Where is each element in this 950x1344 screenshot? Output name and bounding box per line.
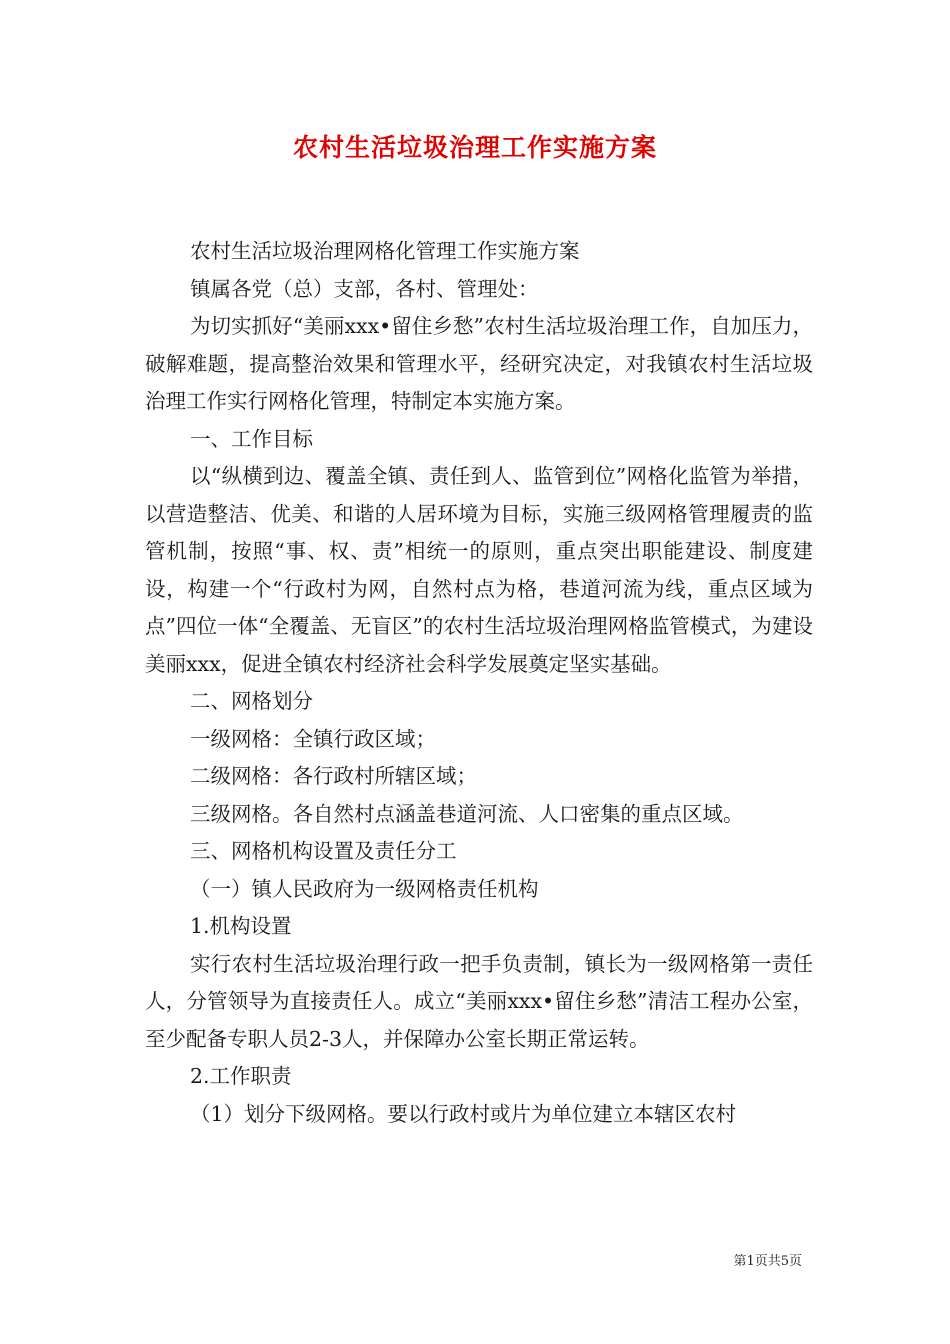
grid-level-1: 一级网格：全镇行政区域； [190,726,436,751]
document-title: 农村生活垃圾治理工作实施方案 [292,133,657,162]
section-heading-grid-division: 二、网格划分 [190,689,313,713]
item-heading-duties: 2.工作职责 [190,1064,292,1088]
goals-paragraph: 以“纵横到边、覆盖全镇、责任到人、监管到位”网格化监管为举措，以营造整洁、优美、和谐的人居环境为目标，实施三级网格管理履责的监管机制，按照“事、权、责”相统一的原则，重点突出职能建设、制度建设，构建一个“行政村为网，自然村点为格，巷道河流为线，重点区域为点”四位一体“全覆盖、无盲区”的农村生活垃圾治理网格监管模式，为建设美丽xxx，促进全镇农村经济社会科学发展奠定坚实基础。 [145,464,813,676]
subtitle-paragraph: 农村生活垃圾治理网格化管理工作实施方案 [190,239,580,263]
page-number: 第1页共5页 [733,1254,802,1269]
item-heading-organization-setup: 1.机构设置 [190,914,292,938]
duties-paragraph: （1）划分下级网格。要以行政村或片为单位建立本辖区农村 [190,1101,737,1126]
subsection-heading-town-government: （一）镇人民政府为一级网格责任机构 [190,876,539,901]
section-heading-organization: 三、网格机构设置及责任分工 [190,839,457,863]
grid-level-3: 三级网格。各自然村点涵盖巷道河流、人口密集的重点区域。 [190,801,744,826]
grid-level-2: 二级网格：各行政村所辖区域； [190,764,477,788]
document-body [145,233,813,1133]
salutation-paragraph: 镇属各党（总）支部，各村、管理处： [190,276,539,301]
section-heading-goals: 一、工作目标 [190,426,313,451]
intro-paragraph: 为切实抓好“美丽xxx•留住乡愁”农村生活垃圾治理工作，自加压力，破解难题，提高整治效果和管理水平，经研究决定，对我镇农村生活垃圾治理工作实行网格化管理，特制定本实施方案。 [145,314,813,413]
organization-setup-paragraph: 实行农村生活垃圾治理行政一把手负责制，镇长为一级网格第一责任人，分管领导为直接责任人。成立“美丽xxx•留住乡愁”清洁工程办公室，至少配备专职人员2-3人，并保障办公室长期正常运转。 [145,951,813,1051]
